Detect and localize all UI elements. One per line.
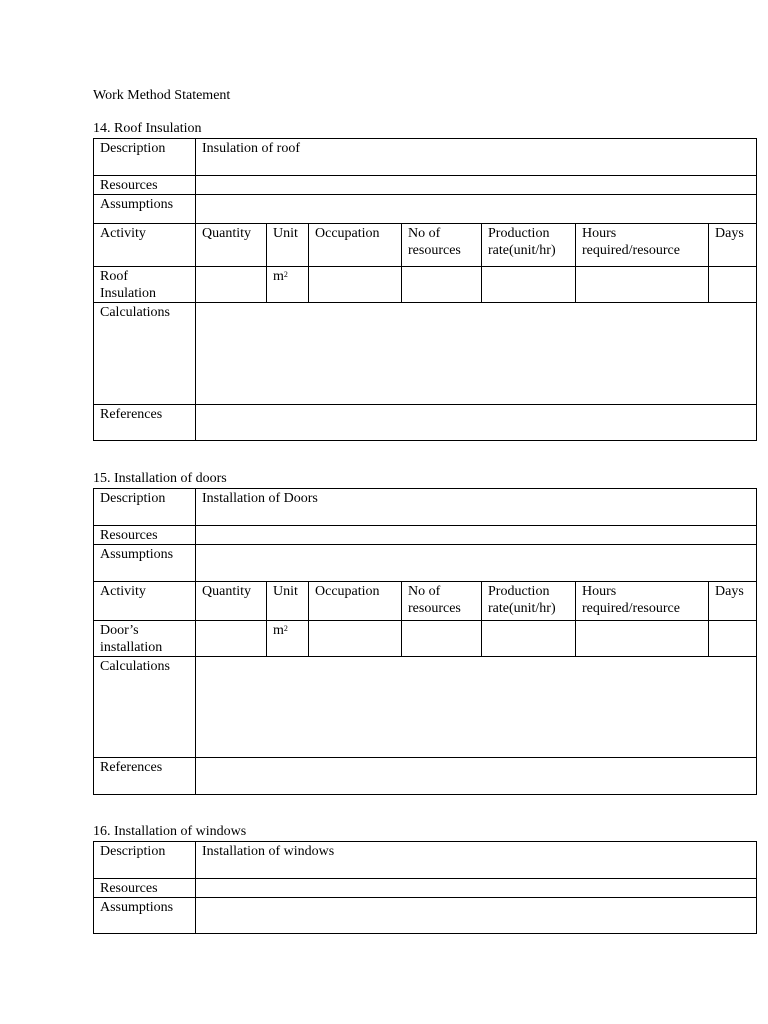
- assumptions-value: [196, 545, 757, 582]
- section-title: 14. Roof Insulation: [93, 121, 202, 136]
- references-value: [196, 758, 757, 795]
- description-label: Description: [94, 489, 196, 526]
- no-of-resources-header: No of resources: [402, 224, 482, 267]
- resources-value: [196, 526, 757, 545]
- activity-header: Activity: [94, 582, 196, 621]
- unit-header: Unit: [267, 582, 309, 621]
- production-rate-header: Production rate(unit/hr): [482, 582, 576, 621]
- no-of-resources-cell: [402, 267, 482, 303]
- resources-value: [196, 176, 757, 195]
- unit-cell: $m^2$: [267, 267, 309, 303]
- section-title: 16. Installation of windows: [93, 824, 247, 839]
- document-title: Work Method Statement: [93, 88, 231, 103]
- assumptions-label: Assumptions: [94, 898, 196, 934]
- references-value: [196, 405, 757, 441]
- resources-value: [196, 879, 757, 898]
- quantity-cell: [196, 621, 267, 657]
- description-label: Description: [94, 139, 196, 176]
- references-label: References: [94, 758, 196, 795]
- days-cell: [709, 267, 757, 303]
- calculations-value: [196, 303, 757, 405]
- production-rate-header: Production rate(unit/hr): [482, 224, 576, 267]
- description-value: Insulation of roof: [196, 139, 757, 176]
- references-label: References: [94, 405, 196, 441]
- hours-required-cell: [576, 621, 709, 657]
- occupation-header: Occupation: [309, 224, 402, 267]
- description-value: Installation of windows: [196, 842, 757, 879]
- calculations-label: Calculations: [94, 303, 196, 405]
- calculations-value: [196, 657, 757, 758]
- activity-header: Activity: [94, 224, 196, 267]
- unit-cell: $m^2$: [267, 621, 309, 657]
- resources-label: Resources: [94, 879, 196, 898]
- quantity-cell: [196, 267, 267, 303]
- unit-header: Unit: [267, 224, 309, 267]
- description-value: Installation of Doors: [196, 489, 757, 526]
- quantity-header: Quantity: [196, 582, 267, 621]
- roof-insulation-table: [93, 138, 757, 441]
- doors-installation-table: [93, 488, 757, 795]
- occupation-cell: [309, 267, 402, 303]
- assumptions-label: Assumptions: [94, 545, 196, 582]
- resources-label: Resources: [94, 176, 196, 195]
- hours-required-header: Hours required/resource: [576, 582, 709, 621]
- description-label: Description: [94, 842, 196, 879]
- section-title: 15. Installation of doors: [93, 471, 227, 486]
- assumptions-value: [196, 898, 757, 934]
- assumptions-value: [196, 195, 757, 224]
- hours-required-cell: [576, 267, 709, 303]
- activity-cell: Door’s installation: [94, 621, 196, 657]
- production-rate-cell: [482, 267, 576, 303]
- occupation-header: Occupation: [309, 582, 402, 621]
- days-header: Days: [709, 582, 757, 621]
- no-of-resources-header: No of resources: [402, 582, 482, 621]
- activity-cell: Roof Insulation: [94, 267, 196, 303]
- resources-label: Resources: [94, 526, 196, 545]
- hours-required-header: Hours required/resource: [576, 224, 709, 267]
- days-header: Days: [709, 224, 757, 267]
- occupation-cell: [309, 621, 402, 657]
- days-cell: [709, 621, 757, 657]
- no-of-resources-cell: [402, 621, 482, 657]
- calculations-label: Calculations: [94, 657, 196, 758]
- production-rate-cell: [482, 621, 576, 657]
- assumptions-label: Assumptions: [94, 195, 196, 224]
- quantity-header: Quantity: [196, 224, 267, 267]
- windows-installation-table: [93, 841, 757, 934]
